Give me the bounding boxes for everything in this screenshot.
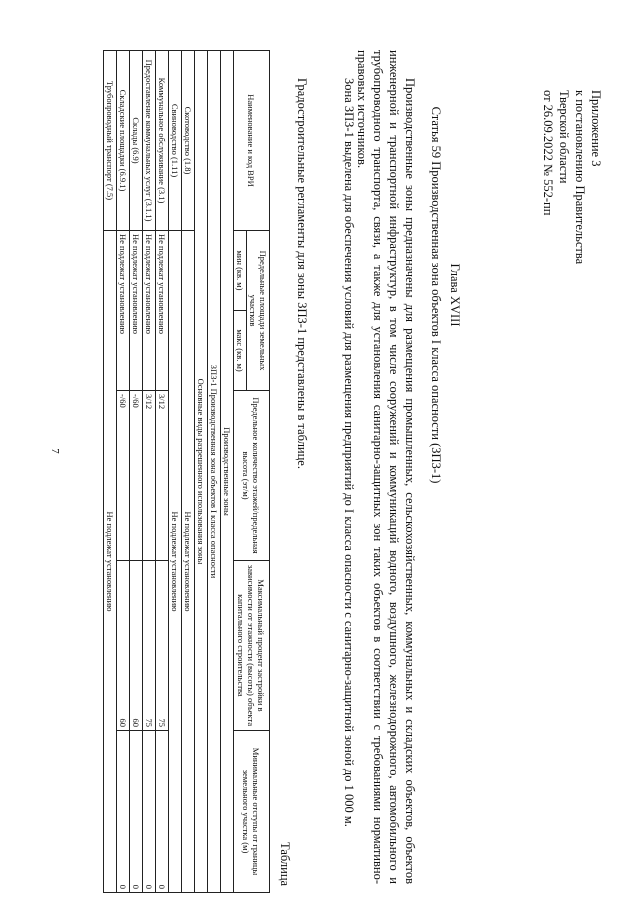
row-plot: Не подлежат установлению <box>156 231 169 391</box>
row-name: Складские площадки (6.9.1) <box>117 51 130 231</box>
paragraph-zone: Зона ЗПЗ-1 выделена для обеспечения условий для размещения предприятий до I класса опасности с санитарно-защитной зоной до 1 000 м. <box>342 78 356 827</box>
row-plot: Не подлежат установлению <box>130 231 143 391</box>
row-name: Трубопроводный транспорт (7.5) <box>104 51 117 231</box>
row-floors: 3/12 <box>143 391 156 561</box>
header-coverage: Максимальный процент застройки в зависимости от этажности (высоты) объекта капитального строительства <box>234 561 270 731</box>
table-row <box>104 51 117 893</box>
row-coverage: 60 <box>117 561 130 731</box>
row-floors: -/60 <box>117 391 130 561</box>
header-max: макс (кв. м) <box>234 311 247 391</box>
section-uses: Основные виды разрешенного использования зоны <box>195 51 208 893</box>
regulations-table <box>103 50 270 893</box>
row-floors: 3/12 <box>156 391 169 561</box>
appendix-line-3: Тверской области <box>557 90 571 184</box>
header-setback: Минимальные отступы от границы земельного участка (м) <box>234 731 270 893</box>
appendix-line-1: Приложение 3 <box>589 90 603 167</box>
section-zone: Производственные зоны <box>221 51 234 893</box>
row-name: Предоставление коммунальных услуг (3.1.1) <box>143 51 156 231</box>
table-row <box>130 51 143 893</box>
page-number: 7 <box>48 448 61 454</box>
table-row <box>156 51 169 893</box>
table-row <box>182 51 195 893</box>
section-row <box>195 51 208 893</box>
row-name: Коммунальное обслуживание (3.1) <box>156 51 169 231</box>
paragraph-regulations: Градостроительные регламенты для зоны ЗПЗ-1 представлены в таблице. <box>295 78 309 469</box>
table-row <box>143 51 156 893</box>
row-name: Скотоводство (1.8) <box>182 51 195 231</box>
chapter-title: Глава XVIII <box>448 263 462 327</box>
row-value: Не подлежат установлению <box>182 231 195 893</box>
header-floors: Предельное количество этажей/предельная высота (эт/м) <box>234 391 270 561</box>
appendix-block <box>540 90 604 330</box>
row-name: Свиноводство (1.11) <box>169 51 182 231</box>
table-header-row <box>247 51 270 893</box>
row-name: Склады (6.9) <box>130 51 143 231</box>
section-row <box>208 51 221 893</box>
paragraph-purpose: Производственные зоны предназначены для размещения промышленных, сельскохозяйственных, коммунальных и складских объектов, объектов инженерной и транспортной инфраструктур, в том числе сооружений и коммуникаций водного, воздушного, железнодорожного, автомобильного и трубопроводного транспорта, связи, а также для установления санитарно-защитных зон таких объектов в соответствии с требованиями нормативно-правовых источников. <box>355 50 417 884</box>
row-setback: 0 <box>156 731 169 893</box>
table-caption: Таблица <box>278 842 292 887</box>
article-title: Статья 59 Производственная зона объектов I класса опасности (ЗПЗ-1) <box>429 106 443 484</box>
header-name: Наименование и код ВРИ <box>234 51 270 231</box>
header-min: мин (кв. м) <box>234 231 247 311</box>
row-plot: Не подлежат установлению <box>143 231 156 391</box>
table-row <box>117 51 130 893</box>
row-coverage: 75 <box>143 561 156 731</box>
section-subzone: ЗПЗ-1 Производственная зона объектов I класса опасности <box>208 51 221 893</box>
table-row <box>169 51 182 893</box>
header-plot-size: Предельные площади земельных участков <box>247 231 270 391</box>
row-floors: -/60 <box>130 391 143 561</box>
row-coverage: 75 <box>156 561 169 731</box>
row-setback: 0 <box>130 731 143 893</box>
row-value: Не подлежат установлению <box>169 231 182 893</box>
row-coverage: 60 <box>130 561 143 731</box>
appendix-line-4: от 26.09.2022 № 552-пп <box>541 90 555 216</box>
row-plot: Не подлежат установлению <box>117 231 130 391</box>
row-value: Не подлежат установлению <box>104 231 117 893</box>
section-row <box>221 51 234 893</box>
row-setback: 0 <box>143 731 156 893</box>
appendix-line-2: к постановлению Правительства <box>573 90 587 265</box>
row-setback: 0 <box>117 731 130 893</box>
